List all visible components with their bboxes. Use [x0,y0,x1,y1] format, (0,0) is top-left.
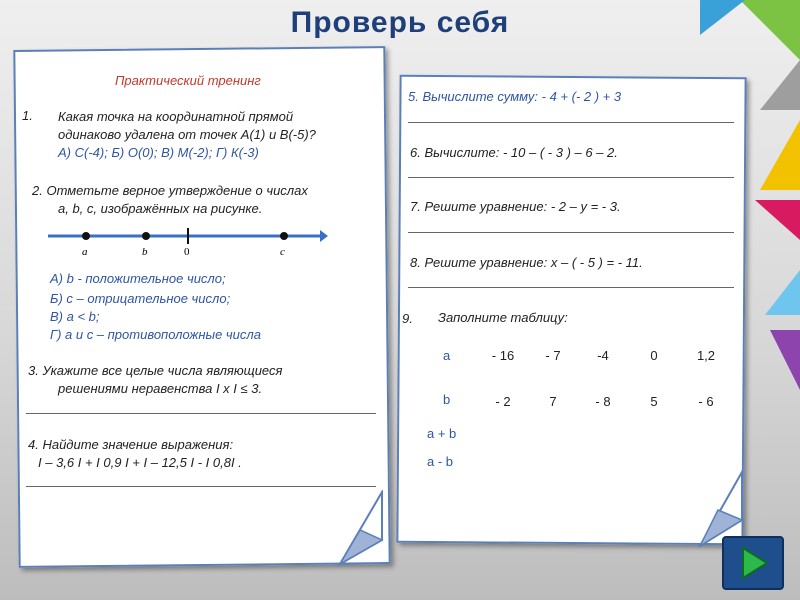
q1-answers: А) С(-4); Б) О(0); В) М(-2); Г) К(-3) [58,145,259,160]
decor-triangle-magenta [755,200,800,240]
table-label-sum: а + b [427,426,457,441]
page-title: Проверь себя [290,6,510,39]
q4-text-line2: I – 3,6 I + I 0,9 I + I – 12,5 I - I 0,8I . [38,455,242,470]
left-page-curl [300,490,390,570]
table-cell-b-0: - 2 [495,394,511,409]
play-arrow-icon [724,538,782,588]
table-cell-a-3: 0 [650,348,658,363]
q7-text: 7. Решите уравнение: - 2 – у = - 3. [410,199,621,214]
q7-answer-line [408,232,734,233]
table-cell-a-0: - 16 [491,348,515,363]
q8-text: 8. Решите уравнение: х – ( - 5 ) = - 11. [410,255,643,270]
table-label-diff: а - b [427,454,454,469]
label-zero: 0 [184,246,190,258]
q6-answer-line [408,177,734,178]
decor-triangle-gray [760,60,800,110]
decor-triangle-lightblue [765,270,800,315]
q3-text-line1: 3. Укажите все целые числа являющиеся [28,363,283,378]
q3-answer-line [26,413,376,414]
q4-text-line1: 4. Найдите значение выражения: [28,437,234,452]
table-cell-b-2: - 8 [595,394,611,409]
table-cell-b-1: 7 [549,394,557,409]
table-label-a: а [443,348,451,363]
label-c: c [280,246,285,258]
point-c [280,232,288,240]
q2-option-b: Б) c – отрицательное число; [50,291,231,306]
q2-text-line1: 2. Отметьте верное утверждение о числах [32,183,308,198]
q2-option-c: В) a < b; [50,309,100,324]
q5-text: 5. Вычислите сумму: - 4 + (- 2 ) + 3 [408,89,622,104]
q5-answer-line [408,122,734,123]
practice-heading: Практический тренинг [115,73,261,88]
decor-triangle-purple [770,330,800,390]
q4-answer-line [26,486,376,487]
table-cell-b-3: 5 [650,394,658,409]
q2-option-a: А) b - положительное число; [50,271,226,286]
next-slide-button[interactable] [722,536,784,590]
q1-text-line1: Какая точка на координатной прямой [58,109,294,124]
q1-text-line2: одинаково удалена от точек А(1) и В(-5)? [58,127,316,142]
q9-number: 9. [402,311,413,326]
table-label-b: b [443,392,451,407]
q9-text: Заполните таблицу: [438,310,568,325]
table-cell-a-4: 1,2 [696,348,716,363]
label-b: b [142,246,148,258]
table-cell-b-4: - 6 [698,394,714,409]
table-cell-a-1: - 7 [545,348,561,363]
label-a: a [82,246,88,258]
q6-text: 6. Вычислите: - 10 – ( - 3 ) – 6 – 2. [410,145,618,160]
point-a [82,232,90,240]
table-cell-a-2: -4 [597,348,609,363]
q8-answer-line [408,287,734,288]
q1-number: 1. [22,108,33,123]
q2-text-line2: a, b, c, изображённых на рисунке. [58,201,263,216]
q3-text-line2: решениями неравенства I x I ≤ 3. [58,381,263,396]
number-line [48,222,328,262]
point-b [142,232,150,240]
decor-triangle-yellow [760,120,800,190]
q2-option-d: Г) a и c – противоположные числа [50,327,261,342]
